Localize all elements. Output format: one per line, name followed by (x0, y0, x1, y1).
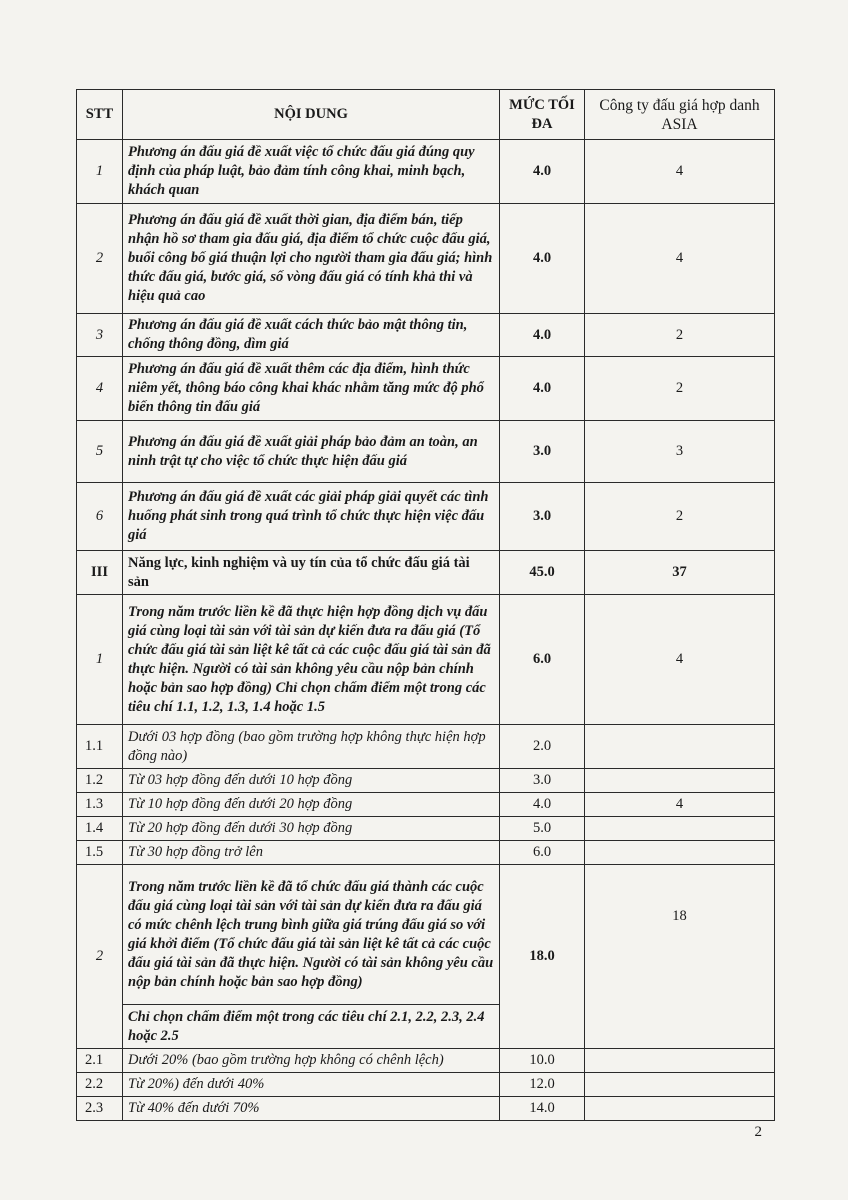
row-content: Từ 40% đến dưới 70% (123, 1097, 500, 1121)
row-max: 6.0 (500, 841, 585, 865)
row-stt: 2.1 (77, 1049, 123, 1073)
row-score (585, 725, 775, 769)
row-stt: III (77, 551, 123, 595)
row-stt: 1 (77, 595, 123, 725)
row-max: 3.0 (500, 421, 585, 483)
table-header-row (77, 90, 775, 140)
row-content: Phương án đấu giá đề xuất cách thức bảo mật thông tin, chống thông đồng, dìm giá (123, 314, 500, 357)
row-stt: 1.2 (77, 769, 123, 793)
row-content: Trong năm trước liền kề đã thực hiện hợp đồng dịch vụ đấu giá cùng loại tài sản với tài sản dự kiến đưa ra đấu giá (Tổ chức đấu giá tài sản liệt kê tất cả các cuộc đấu giá tài sản đã thực hiện. Người có tài sản không yêu cầu nộp bản chính hoặc bản sao hợp đồng) Chỉ chọn chấm điểm một trong các tiêu chí 1.1, 1.2, 1.3, 1.4 hoặc 1.5 (123, 595, 500, 725)
row-stt: 2 (77, 204, 123, 314)
row-max: 3.0 (500, 769, 585, 793)
row-content: Phương án đấu giá đề xuất các giải pháp giải quyết các tình huống phát sinh trong quá trình tổ chức thực hiện việc đấu giá (123, 483, 500, 551)
table-row (77, 357, 775, 421)
row-content: Dưới 03 hợp đồng (bao gồm trường hợp không thực hiện hợp đồng nào) (123, 725, 500, 769)
row-content: Từ 03 hợp đồng đến dưới 10 hợp đồng (123, 769, 500, 793)
row-score (585, 1073, 775, 1097)
table-row (77, 817, 775, 841)
row-content: Phương án đấu giá đề xuất việc tổ chức đấu giá đúng quy định của pháp luật, bảo đảm tính công khai, minh bạch, khách quan (123, 140, 500, 204)
row-max: 5.0 (500, 817, 585, 841)
header-stt: STT (77, 90, 123, 140)
row-score: 2 (585, 314, 775, 357)
row-max: 18.0 (500, 865, 585, 1049)
row-max: 4.0 (500, 140, 585, 204)
table-row (77, 1097, 775, 1121)
row-score (585, 841, 775, 865)
row-score: 3 (585, 421, 775, 483)
row-stt: 3 (77, 314, 123, 357)
row-stt: 4 (77, 357, 123, 421)
row-score (585, 1097, 775, 1121)
row-content: Dưới 20% (bao gồm trường hợp không có chênh lệch) (123, 1049, 500, 1073)
row-max: 14.0 (500, 1097, 585, 1121)
row-content: Năng lực, kinh nghiệm và uy tín của tổ chức đấu giá tài sản (123, 551, 500, 595)
row-content: Phương án đấu giá đề xuất thêm các địa điểm, hình thức niêm yết, thông báo công khai khác nhằm tăng mức độ phổ biến thông tin đấu giá (123, 357, 500, 421)
table-row (77, 725, 775, 769)
row-max: 3.0 (500, 483, 585, 551)
table-row-section (77, 551, 775, 595)
row-score: 4 (585, 793, 775, 817)
row-stt: 2.3 (77, 1097, 123, 1121)
row-subcontent: Chỉ chọn chấm điểm một trong các tiêu chí 2.1, 2.2, 2.3, 2.4 hoặc 2.5 (123, 1005, 500, 1049)
row-content: Từ 10 hợp đồng đến dưới 20 hợp đồng (123, 793, 500, 817)
row-stt: 2.2 (77, 1073, 123, 1097)
table-row (77, 769, 775, 793)
header-content: NỘI DUNG (123, 90, 500, 140)
row-max: 12.0 (500, 1073, 585, 1097)
header-max: MỨC TỐI ĐA (500, 90, 585, 140)
row-stt: 6 (77, 483, 123, 551)
row-score: 2 (585, 483, 775, 551)
row-score: 2 (585, 357, 775, 421)
row-content: Trong năm trước liền kề đã tổ chức đấu giá thành các cuộc đấu giá cùng loại tài sản với tài sản dự kiến đưa ra đấu giá có mức chênh lệch trung bình giữa giá trúng đấu giá so với giá khởi điểm (Tổ chức đấu giá tài sản liệt kê tất cả các cuộc đấu giá tài sản đã thực hiện. Người có tài sản không yêu cầu nộp bản chính hoặc bản sao hợp đồng) (123, 865, 500, 1005)
row-score: 4 (585, 204, 775, 314)
table-row (77, 595, 775, 725)
table-row (77, 483, 775, 551)
page-number: 2 (754, 1124, 762, 1140)
row-content: Từ 20 hợp đồng đến dưới 30 hợp đồng (123, 817, 500, 841)
row-content: Từ 30 hợp đồng trở lên (123, 841, 500, 865)
row-score: 4 (585, 595, 775, 725)
row-stt: 1.5 (77, 841, 123, 865)
table-row (77, 140, 775, 204)
row-score (585, 817, 775, 841)
row-max: 6.0 (500, 595, 585, 725)
table-row (77, 865, 775, 1005)
header-company: Công ty đấu giá hợp danh ASIA (585, 90, 775, 140)
row-score (585, 769, 775, 793)
row-content: Phương án đấu giá đề xuất giải pháp bảo đảm an toàn, an ninh trật tự cho việc tổ chức thực hiện đấu giá (123, 421, 500, 483)
row-max: 4.0 (500, 314, 585, 357)
row-stt: 1.4 (77, 817, 123, 841)
row-score (585, 1049, 775, 1073)
row-content: Từ 20%) đến dưới 40% (123, 1073, 500, 1097)
row-max: 45.0 (500, 551, 585, 595)
row-content: Phương án đấu giá đề xuất thời gian, địa điểm bán, tiếp nhận hồ sơ tham gia đấu giá, địa điểm tổ chức cuộc đấu giá, buổi công bố giá thuận lợi cho người tham gia đấu giá; hình thức đấu giá, bước giá, số vòng đấu giá có tính khả thi và hiệu quả cao (123, 204, 500, 314)
table-row (77, 314, 775, 357)
table-row (77, 421, 775, 483)
table-row (77, 1049, 775, 1073)
table-row (77, 1073, 775, 1097)
row-stt: 1 (77, 140, 123, 204)
row-max: 4.0 (500, 357, 585, 421)
row-score: 18 (585, 865, 775, 1049)
scoring-table (76, 89, 775, 1121)
row-stt: 1.1 (77, 725, 123, 769)
row-max: 10.0 (500, 1049, 585, 1073)
row-max: 2.0 (500, 725, 585, 769)
table-row (77, 793, 775, 817)
row-stt: 1.3 (77, 793, 123, 817)
row-max: 4.0 (500, 793, 585, 817)
table-row (77, 204, 775, 314)
table-row (77, 841, 775, 865)
row-max: 4.0 (500, 204, 585, 314)
row-score: 4 (585, 140, 775, 204)
row-stt: 2 (77, 865, 123, 1049)
row-score: 37 (585, 551, 775, 595)
row-stt: 5 (77, 421, 123, 483)
